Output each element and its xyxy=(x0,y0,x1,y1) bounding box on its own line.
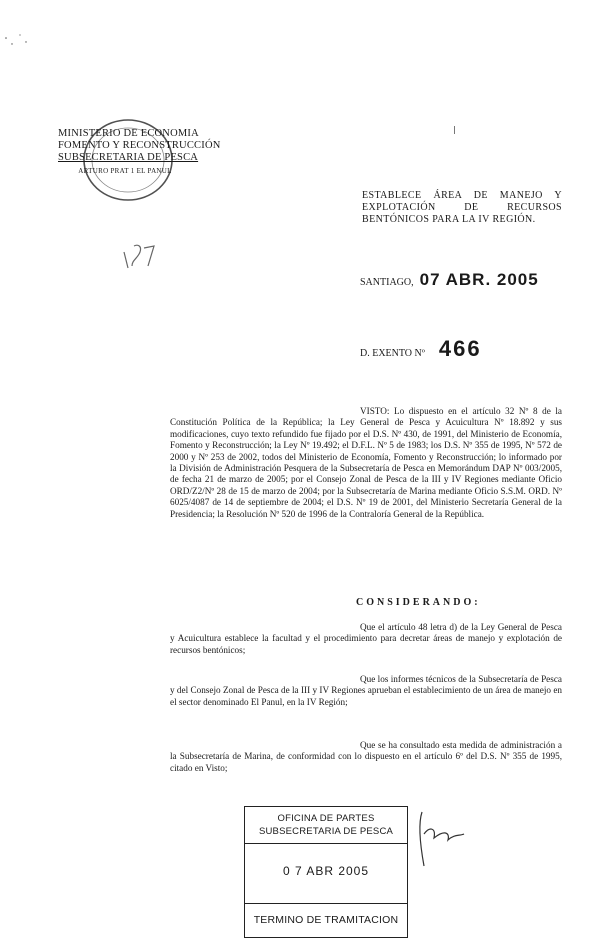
visto-paragraph: VISTO: Lo dispuesto en el artículo 32 Nº 8 de la Constitución Política de la República; la Ley General de Pesca y Acuicultura Nº 18.892 y sus modificaciones, cuyo texto refundido fue fijado por el D.S. Nº 430, de 1991, del Ministerio de Economía, Fomento y Reconstrucción; la Ley Nº 19.492; el D.F.L. Nº 5 de 1983; los D.S. Nº 355 de 1995, Nº 572 de 2000 y Nº 253 de 2002, todos del Ministerio de Economía, Fomento y Reconstrucción; lo informado por la División de Administración Pesquera de la Subsecretaría de Pesca en Memorándum DAP Nº 003/2005, de fecha 21 de marzo de 2005; por el Consejo Zonal de Pesca de la III y IV Regiones mediante Oficio ORD/Z2/Nº 28 de 15 de marzo de 2004; por la Subsecretaría de Marina mediante Oficio S.S.M. ORD. Nº 6025/4087 de 14 de septiembre de 2004; el D.S. Nº 19 de 2001, del Ministerio Secretaría General de la Presidencia; la Resolución Nº 520 de 1996 de la Contraloría General de la República. xyxy=(170,406,562,519)
stamp-subsecretaria: SUBSECRETARIA DE PESCA xyxy=(258,826,394,837)
handwritten-mark xyxy=(120,238,160,277)
official-seal xyxy=(58,118,221,208)
stamp-date: 0 7 ABR 2005 xyxy=(282,864,370,878)
date-stamp: 07 ABR. 2005 xyxy=(419,270,539,289)
considerando-paragraph-3: Que se ha consultado esta medida de administración a la Subsecretaría de Marina, de conformidad con lo dispuesto en el artículo 6º del D.S. Nº 355 de 1995, citado en Visto; xyxy=(170,740,562,773)
office-stamp xyxy=(244,806,408,938)
decree-number: 466 xyxy=(438,336,482,361)
seal-subsecretaria: SUBSECRETARIA DE PESCA xyxy=(58,152,199,163)
handwritten-signature xyxy=(414,804,474,879)
considerando-paragraph-2: Que los informes técnicos de la Subsecretaría de Pesca y del Consejo Zonal de Pesca de la III y IV Regiones aprueban el establecimiento de un área de manejo en el sector denominado El Panul, en la IV Región; xyxy=(170,674,562,707)
seal-address: ARTURO PRAT 1 EL PANUL xyxy=(78,167,172,175)
seal-ministry: MINISTERIO DE ECONOMIA xyxy=(58,128,199,139)
seal-fomento: FOMENTO Y RECONSTRUCCIÓN xyxy=(58,140,221,151)
scan-mark xyxy=(454,126,455,134)
stamp-date-cell xyxy=(245,843,407,904)
decree-label: D. EXENTO Nº xyxy=(360,348,425,359)
decree-title: ESTABLECE ÁREA DE MANEJO Y EXPLOTACIÓN DE RECURSOS BENTÓNICOS PARA LA IV REGIÓN. xyxy=(362,190,562,225)
stamp-office: OFICINA DE PARTES xyxy=(277,813,375,824)
decree-number-line xyxy=(360,336,482,362)
date-line xyxy=(360,270,539,290)
date-place: SANTIAGO, xyxy=(360,277,414,288)
considerando-paragraph-1: Que el artículo 48 letra d) de la Ley General de Pesca y Acuicultura establece la facultad y el procedimiento para decretar áreas de manejo y explotación de recursos bentónicos; xyxy=(170,622,562,655)
stamp-status: TERMINO DE TRAMITACION xyxy=(245,903,407,937)
considerando-heading: CONSIDERANDO: xyxy=(356,597,481,608)
scan-specks xyxy=(0,30,40,65)
